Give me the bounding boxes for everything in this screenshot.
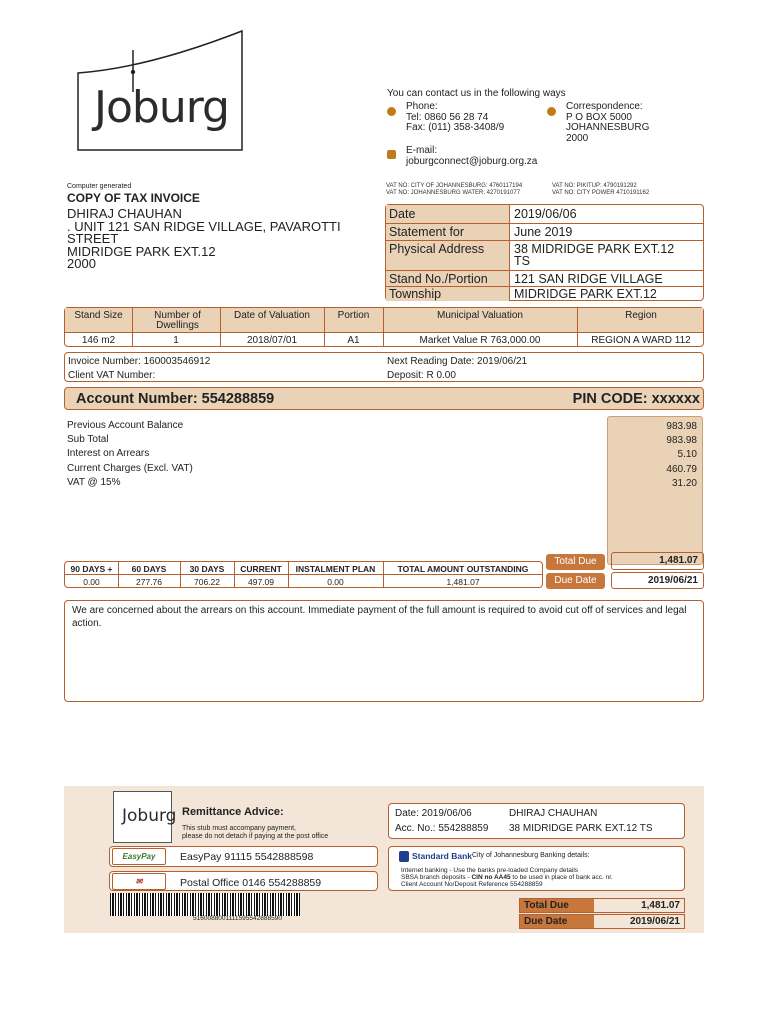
vat-line: VAT NO: CITY OF JOHANNESBURG: 4760117194 [386,183,523,189]
invoice-number: Invoice Number: 160003546912 [68,356,211,367]
stand-value: A1 [347,335,360,346]
detail-row-date [386,205,703,223]
bank-heading: City of Johannesburg Banking details: [472,852,590,859]
bank-line: Internet banking - Use the banks pre-loaded Company details [401,867,579,874]
due-date-label: Due Date [546,573,605,589]
stand-header: Date of Valuation [234,310,310,321]
detail-label: Statement for [386,224,510,240]
customer-line: MIDRIDGE PARK EXT.12 [67,243,216,259]
charge-label: Sub Total [67,434,109,446]
vat-line: VAT NO: CITY POWER 4710191162 [552,190,650,196]
stand-table [64,307,704,347]
barcode-number: 5160088001111595542888590 [193,915,282,922]
phone-icon [387,107,396,116]
invoice-title: COPY OF TAX INVOICE [67,191,200,205]
bank-name: Standard Bank [412,851,472,861]
arrears-message: We are concerned about the arrears on this account. Immediate payment of the full amount is required to avoid cut off of services and legal action. [64,600,704,702]
charge-amount: 31.20 [671,477,697,489]
charge-label: Previous Account Balance [67,420,184,431]
remittance-total-label: Total Due [520,899,594,912]
note-line: please do not detach if paying at the post office [182,832,329,840]
correspondence-block [566,102,649,144]
barcode [110,893,300,916]
correspondence-line: P O BOX 5000 [566,111,632,123]
correspondence-label: Correspondence: [566,101,643,112]
stand-value: REGION A WARD 112 [591,335,691,346]
aging-header: CURRENT [240,564,282,574]
stand-header: Number of Dwellings [154,310,201,331]
phone-fax: Fax: (011) 358-3408/9 [406,122,505,133]
contact-heading: You can contact us in the following ways [387,88,566,99]
vat-line: VAT NO: PIKITUP: 4790191292 [552,183,637,189]
easypay-number: EasyPay 91115 5542888598 [180,851,314,863]
bank-line-part: to be used in place of bank acc. nr. [510,874,613,881]
phone-tel: Tel: 0860 56 28 74 [406,111,489,123]
remittance-due-value: 2019/06/21 [629,916,680,927]
stand-header: Region [625,310,657,321]
bank-details [388,846,685,891]
joburg-logo [77,30,243,151]
charges-labels [67,419,193,490]
bank-cin: CIN no AA45 [471,874,511,881]
address-line: TS [514,254,530,268]
customer-line: DHIRAJ CHAUHAN [67,206,182,221]
charge-label: Current Charges (Excl. VAT) [67,462,193,474]
charge-amount: 5.10 [677,449,697,461]
customer-address [67,208,341,271]
charge-amount: 983.98 [666,421,697,432]
correspondence-line: JOHANNESBURG [566,122,650,133]
detail-label: Stand No./Portion [386,271,510,286]
detail-label: Date [386,205,510,223]
email-block [406,146,537,167]
aging-table [64,561,543,588]
charge-amount: 460.79 [666,463,697,475]
bank-lines [401,867,613,888]
detail-row-stand [386,270,703,286]
detail-value: MIDRIDGE PARK EXT.12 [514,287,657,301]
remittance-address: 38 MIDRIDGE PARK EXT.12 TS [509,823,653,834]
aging-header: 90 DAYS + [70,564,113,574]
aging-value: 497.09 [248,577,274,587]
detail-label: Township [386,287,510,301]
aging-header: INSTALMENT PLAN [295,564,376,574]
account-number: Account Number: 554288859 [76,391,275,407]
aging-value: 277.76 [136,577,162,587]
remittance-name: DHIRAJ CHAUHAN [509,808,598,819]
next-reading-date: Next Reading Date: 2019/06/21 [387,356,528,367]
charge-label: VAT @ 15% [67,476,121,488]
customer-line: 2000 [67,256,96,271]
phone-label: Phone: [406,101,438,112]
vat-numbers-left [386,183,522,197]
easypay-icon: EasyPay [112,848,166,865]
detail-row-township [386,286,703,301]
email-address[interactable]: joburgconnect@joburg.org.za [406,155,538,167]
stand-header: Portion [337,310,370,321]
remittance-logo-wordmark: Joburg [122,806,177,826]
total-due-value: 1,481.07 [611,552,704,570]
postal-row [109,871,378,891]
aging-row-divider [65,574,542,575]
detail-value: 121 SAN RIDGE VILLAGE [514,272,663,286]
remittance-title: Remittance Advice: [182,806,284,818]
logo-wordmark: Joburg [94,82,229,133]
address-line: 38 MIDRIDGE PARK EXT.12 [514,242,675,256]
pin-code: PIN CODE: xxxxxx [572,391,700,407]
remittance-date: Date: 2019/06/06 [395,808,472,819]
due-date-value: 2019/06/21 [611,572,704,589]
remittance-total-value: 1,481.07 [641,900,680,911]
remittance-due-label: Due Date [520,915,594,928]
charge-label: Interest on Arrears [67,448,150,460]
invoice-info [64,352,704,382]
note-line: This stub must accompany payment, [182,825,296,832]
easypay-row [109,846,378,867]
aging-value: 0.00 [83,577,100,587]
total-due-label: Total Due [546,554,605,570]
computer-generated-note: Computer generated [67,183,132,190]
customer-line: . UNIT 121 SAN RIDGE VILLAGE, PAVAROTTI [67,218,341,234]
customer-line: STREET [67,231,119,246]
detail-row-address [386,240,703,270]
email-icon [387,150,396,159]
stand-value: Market Value R 763,000.00 [419,335,541,346]
detail-label: Physical Address [386,241,510,270]
stand-header: Municipal Valuation [437,310,523,321]
account-bar [64,387,704,410]
phone-block [406,102,504,134]
post-office-icon: ✉ [112,873,166,890]
detail-value: 2019/06/06 [514,207,577,221]
detail-value: June 2019 [514,225,573,239]
charges-amounts [607,416,703,565]
deposit: Deposit: R 0.00 [387,370,456,381]
vat-line: VAT NO: JOHANNESBURG WATER: 4270191077 [386,190,521,196]
charge-amount: 983.98 [666,435,697,447]
bank-line-part: SBSA branch deposits - [401,874,472,881]
bank-line [401,874,613,881]
client-vat: Client VAT Number: [68,370,156,381]
correspondence-icon [547,107,556,116]
remittance-note [182,825,328,840]
bank-line: Client Account No/Deposit Reference 554288859 [401,881,543,888]
aging-header: TOTAL AMOUNT OUTSTANDING [397,564,529,574]
aging-header: 60 DAYS [131,564,167,574]
aging-value: 0.00 [327,577,344,587]
email-label: E-mail: [406,145,438,156]
postal-number: Postal Office 0146 554288859 [180,877,322,889]
remittance-account: Acc. No.: 554288859 [395,823,489,834]
stand-value: 1 [173,335,179,346]
stand-header: Stand Size [74,310,123,321]
remittance-due-date [519,914,685,929]
stand-value: 146 m2 [81,335,116,346]
detail-row-statement [386,223,703,240]
stand-value: 2018/07/01 [246,335,298,346]
standard-bank-icon [399,851,409,862]
aging-value: 706.22 [194,577,220,587]
correspondence-line: 2000 [566,132,589,144]
vat-numbers-right [552,183,649,197]
aging-header: 30 DAYS [189,564,225,574]
remittance-total-due [519,898,685,913]
detail-value [514,243,674,267]
remittance-details [388,803,685,839]
aging-value: 1,481.07 [446,577,480,587]
remittance-logo [113,791,177,843]
statement-details [385,204,704,301]
